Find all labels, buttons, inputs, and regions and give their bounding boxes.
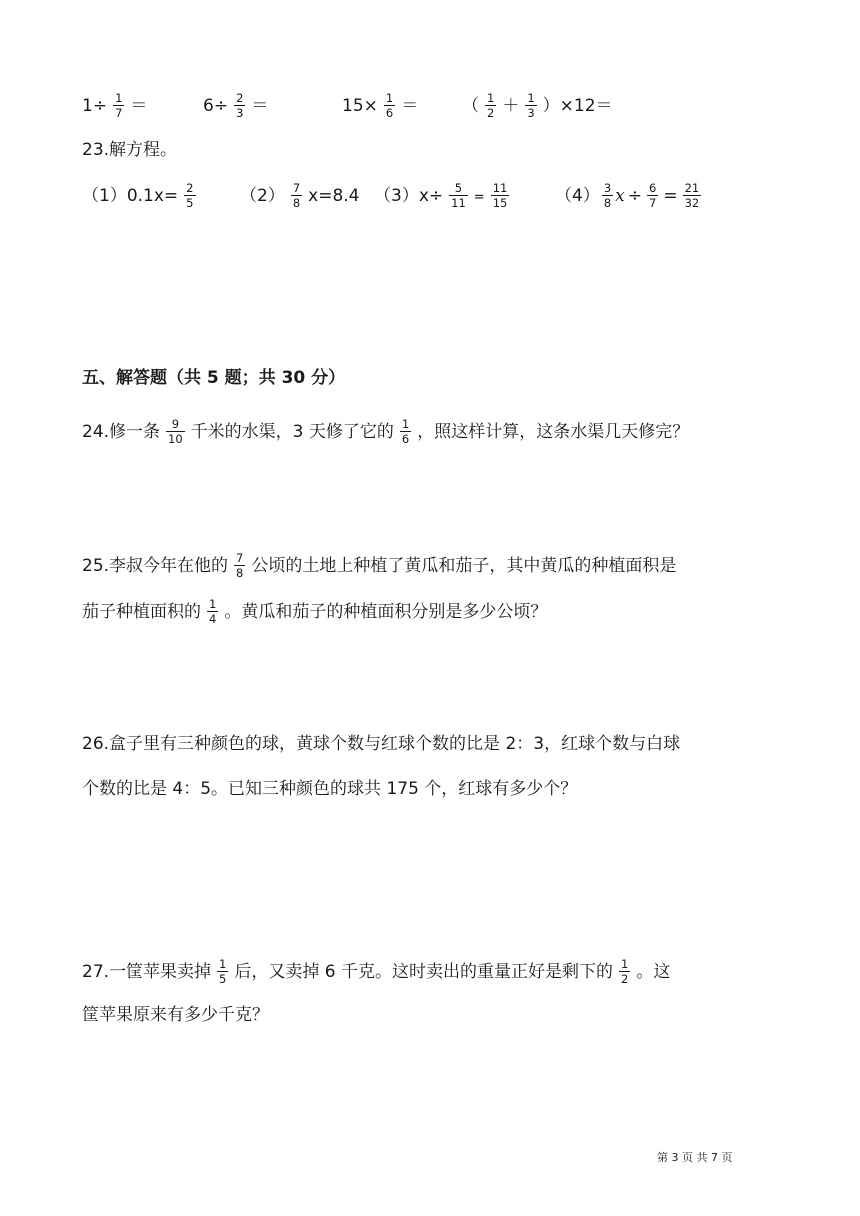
numerator: 1 [621,957,629,971]
q25-line1-pre: 25.李叔今年在他的 [82,556,229,576]
calc-2 [203,92,268,120]
calc-3-equals: ＝ [401,96,419,116]
denominator: 3 [527,106,535,120]
calc-4-fraction-1 [485,92,496,120]
calc-1 [82,92,147,120]
denominator: 6 [401,432,410,446]
denominator: 3 [236,106,244,120]
q27-line-1 [82,958,670,986]
q24-post: ，照这样计算，这条水渠几天修完？ [417,422,690,442]
q25-line2-post: 。黄瓜和茄子的种植面积分别是多少公顷？ [224,602,548,622]
denominator: 2 [487,106,495,120]
numerator: 21 [684,181,700,195]
eq3-fraction-2 [491,182,510,210]
calc-1-fraction [113,92,124,120]
eq4-divide: ÷ [627,186,642,206]
numerator: 1 [527,91,535,105]
eq2-fraction [291,182,302,210]
numerator: 11 [492,181,508,195]
numerator: 1 [401,417,410,431]
numerator: 7 [236,551,244,565]
denominator: 8 [603,196,612,210]
denominator: 8 [236,566,244,580]
numerator: 1 [487,91,495,105]
calc-3 [342,92,418,120]
numerator: 2 [236,91,244,105]
q27-line1-pre: 27.一筐苹果卖掉 [82,962,212,982]
denominator: 15 [492,196,508,210]
eq3-fraction-1 [449,182,468,210]
numerator: 1 [115,91,123,105]
eq4-variable: x [615,186,625,206]
denominator: 11 [451,196,466,210]
denominator: 8 [292,196,301,210]
calc-4-post: ）×12＝ [542,96,613,116]
calc-2-pre: 6÷ [203,96,229,116]
eq2-label: （2） [240,186,285,206]
eq3-equals: = [473,190,485,205]
q27-fraction-1 [217,958,228,986]
eq2-post: x=8.4 [308,186,360,206]
denominator: 5 [186,196,194,210]
q23-equation-1 [82,182,202,210]
calc-1-pre: 1÷ [82,96,108,116]
calc-2-equals: ＝ [251,96,269,116]
calc-3-fraction [384,92,395,120]
eq1-pre: 0.1x= [126,186,179,206]
calc-1-equals: ＝ [130,96,148,116]
q27-line1-post: 。这 [636,962,671,982]
numerator: 9 [171,417,180,431]
eq3-label: （3） [374,186,419,206]
numerator: 7 [292,181,301,195]
numerator: 3 [603,181,612,195]
q23-title: 23.解方程。 [82,140,178,160]
calc-4-plus: ＋ [502,96,520,116]
q24-mid: 千米的水渠，3 天修了它的 [190,422,394,442]
numerator: 6 [649,181,657,195]
denominator: 32 [684,196,700,210]
eq4-label: （4） [555,186,600,206]
q24 [82,418,689,446]
q24-pre: 24.修一条 [82,422,161,442]
denominator: 4 [209,612,217,626]
denominator: 7 [649,196,657,210]
eq4-fraction-3 [683,182,702,210]
calc-4-open-paren: （ [462,96,479,116]
denominator: 10 [168,432,183,446]
calc-4-fraction-2 [525,92,536,120]
calc-3-pre: 15× [342,96,378,116]
denominator: 6 [385,106,394,120]
q25-fraction-2 [207,598,218,626]
eq4-fraction-1 [602,182,613,210]
q25-line1-post: 公顷的土地上种植了黄瓜和茄子，其中黄瓜的种植面积是 [251,556,677,576]
q27-line-2: 筐苹果原来有多少千克？ [82,1005,269,1025]
eq1-fraction [184,182,195,210]
q24-fraction-2 [400,418,411,446]
numerator: 2 [186,181,194,195]
section-5-heading: 五、解答题（共 5 题；共 30 分） [82,368,346,388]
numerator: 5 [454,181,463,195]
q25-line-2 [82,598,547,626]
denominator: 5 [219,972,227,986]
q26-line-1: 26.盒子里有三种颜色的球，黄球个数与红球个数的比是 2：3，红球个数与白球 [82,734,681,754]
q27-line1-mid: 后，又卖掉 6 千克。这时卖出的重量正好是剩下的 [234,962,613,982]
denominator: 2 [621,972,629,986]
q23-equation-2 [240,182,360,210]
q25-line-1 [82,552,676,580]
q25-fraction-1 [234,552,245,580]
denominator: 7 [115,106,123,120]
numerator: 1 [219,957,227,971]
eq4-equals: = [663,186,678,206]
eq4-fraction-2 [647,182,658,210]
calc-2-fraction [234,92,245,120]
q23-equation-4 [555,182,703,210]
numerator: 1 [209,597,217,611]
page-footer: 第 3 页 共 7 页 [657,1151,733,1164]
q27-fraction-2 [619,958,630,986]
eq1-label: （1） [82,186,127,206]
eq3-pre: x÷ [418,186,444,206]
numerator: 1 [385,91,394,105]
q23-equation-3 [374,182,515,210]
q25-line2-pre: 茄子种植面积的 [82,602,201,622]
calc-4 [462,92,613,120]
q24-fraction-1 [166,418,185,446]
q26-line-2: 个数的比是 4：5。已知三种颜色的球共 175 个，红球有多少个？ [82,779,578,799]
